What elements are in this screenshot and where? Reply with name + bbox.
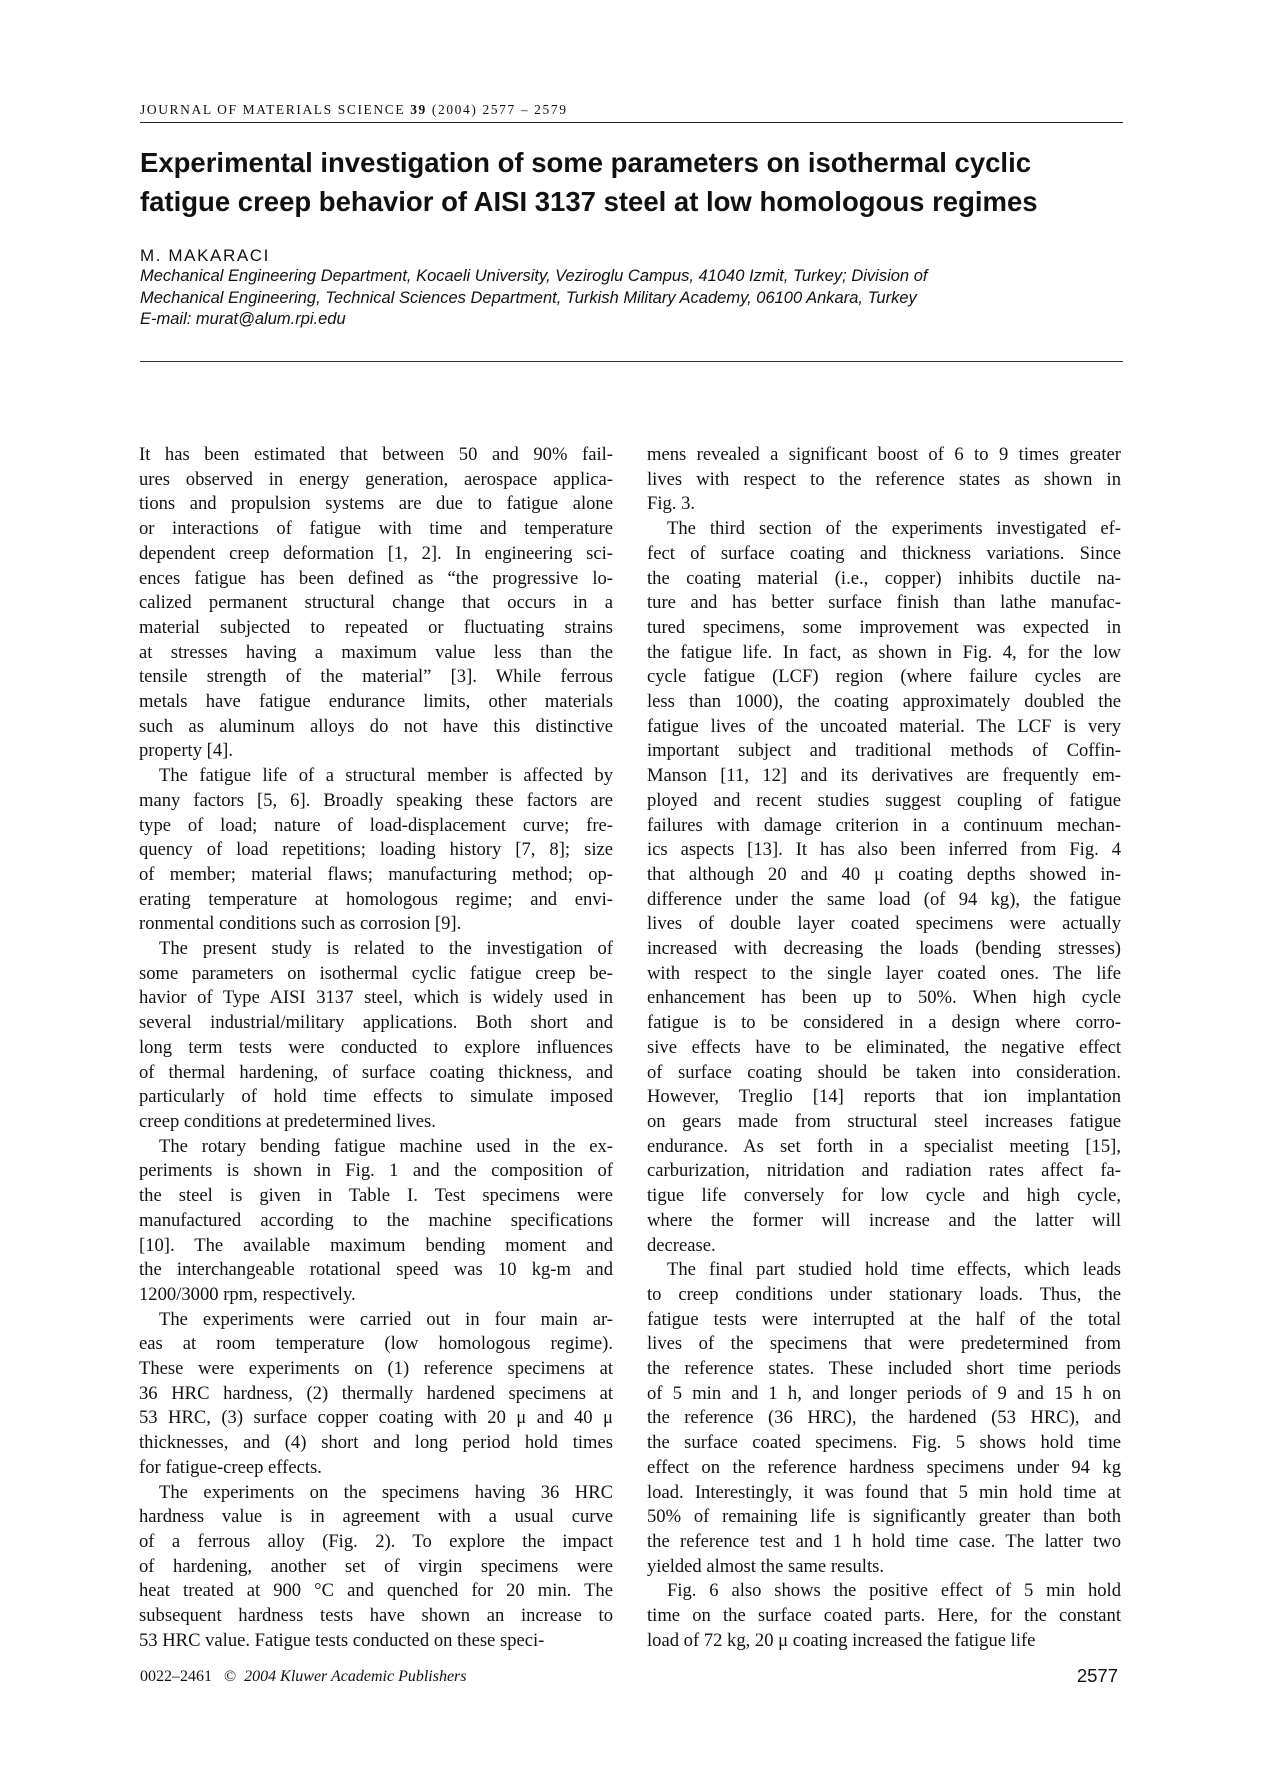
text-line: metals have fatigue endurance limits, other materials (139, 691, 613, 713)
text-line: of 5 min and 1 h, and longer periods of 9 and 15 h on (647, 1382, 1121, 1404)
text-line: yielded almost the same results. (647, 1555, 885, 1577)
text-line: quency of load repetitions; loading history [7, 8]; size (139, 839, 613, 861)
body-paragraph (139, 1481, 613, 1654)
body-paragraph (647, 517, 1121, 1258)
text-line: difference under the same load (of 94 kg), the fatigue (647, 888, 1121, 910)
body-paragraph (139, 764, 613, 937)
text-line: The present study is related to the investigation of (159, 938, 613, 960)
text-line: lives of the specimens that were predetermined from (647, 1333, 1121, 1355)
header-rule (140, 122, 1123, 123)
text-line: the steel is given in Table I. Test specimens were (139, 1185, 613, 1207)
text-line: The experiments were carried out in four main ar- (159, 1308, 613, 1330)
page-number: 2577 (1076, 1665, 1118, 1686)
text-line: the reference (36 HRC), the hardened (53 HRC), and (647, 1407, 1121, 1429)
text-line: to creep conditions under stationary loads. Thus, the (647, 1283, 1121, 1305)
text-line: subsequent hardness tests have shown an increase to (139, 1605, 613, 1627)
copyright-symbol: © (224, 1668, 237, 1685)
body-paragraph (647, 1579, 1121, 1653)
affiliation-line: Mechanical Engineering Department, Kocaeli University, Veziroglu Campus, 41040 Izmit, Turkey; Division of (140, 267, 928, 285)
text-line: The third section of the experiments investigated ef- (667, 518, 1121, 540)
text-line: property [4]. (139, 740, 233, 762)
text-line: some parameters on isothermal cyclic fatigue creep be- (139, 962, 613, 984)
text-line: lives of double layer coated specimens were actually (647, 913, 1121, 935)
text-line: 36 HRC hardness, (2) thermally hardened specimens at (139, 1382, 613, 1404)
text-line: manufactured according to the machine specifications (139, 1209, 613, 1231)
text-line: the surface coated specimens. Fig. 5 shows hold time (647, 1432, 1121, 1454)
journal-name: JOURNAL OF MATERIALS SCIENCE (140, 102, 406, 117)
text-line: mens revealed a significant boost of 6 to 9 times greater (647, 444, 1121, 465)
text-line: ture and has better surface finish than lathe manufac- (647, 592, 1121, 614)
text-line: dependent creep deformation [1, 2]. In engineering sci- (139, 542, 613, 564)
author-email: E-mail: murat@alum.rpi.edu (140, 310, 346, 328)
text-line: ployed and recent studies suggest coupling of fatigue (647, 789, 1121, 811)
text-line: increased with decreasing the loads (bending stresses) (647, 938, 1121, 960)
text-line: The final part studied hold time effects, which leads (667, 1259, 1121, 1281)
text-line: less than 1000), the coating approximately doubled the (647, 691, 1121, 713)
body-paragraph (139, 1135, 613, 1308)
text-line: 1200/3000 rpm, respectively. (139, 1283, 356, 1305)
text-line: particularly of hold time effects to simulate imposed (139, 1086, 613, 1108)
text-line: time on the surface coated parts. Here, for the constant (647, 1605, 1121, 1627)
text-line: of hardening, another set of virgin specimens were (139, 1555, 613, 1577)
text-line: with respect to the single layer coated ones. The life (647, 962, 1121, 984)
text-line: tensile strength of the material” [3]. While ferrous (139, 666, 613, 688)
text-line: cycle fatigue (LCF) region (where failure cycles are (647, 666, 1121, 688)
text-line: creep conditions at predetermined lives. (139, 1110, 436, 1132)
text-line: ics aspects [13]. It has also been inferred from Fig. 4 (647, 839, 1121, 861)
body-column-right (647, 443, 1121, 1653)
text-line: such as aluminum alloys do not have this distinctive (139, 715, 613, 737)
journal-volume: 39 (410, 102, 427, 117)
text-line: that although 20 and 40 μ coating depths showed in- (647, 863, 1121, 885)
text-line: for fatigue-creep effects. (139, 1456, 322, 1478)
body-paragraph (139, 1308, 613, 1481)
text-line: on gears made from structural steel increases fatigue (647, 1110, 1121, 1132)
text-line: important subject and traditional methods of Coffin- (647, 740, 1121, 762)
text-line: fect of surface coating and thickness variations. Since (647, 542, 1121, 564)
text-line: several industrial/military applications. Both short and (139, 1012, 613, 1034)
text-line: of member; material flaws; manufacturing method; op- (139, 863, 613, 885)
body-paragraph (139, 937, 613, 1135)
text-line: of surface coating should be taken into consideration. (647, 1061, 1121, 1083)
text-line: erating temperature at homologous regime; and envi- (139, 888, 613, 910)
text-line: tured specimens, some improvement was expected in (647, 616, 1121, 638)
body-column-left (139, 443, 613, 1653)
publisher: 2004 Kluwer Academic Publishers (244, 1668, 467, 1685)
author-affiliation (140, 266, 1130, 331)
text-line: at stresses having a maximum value less than the (139, 641, 613, 663)
text-line: ronmental conditions such as corrosion [9]. (139, 913, 462, 935)
body-paragraph (647, 1258, 1121, 1579)
journal-year-pages: (2004) 2577 – 2579 (431, 102, 568, 117)
text-line: fatigue lives of the uncoated material. The LCF is very (647, 715, 1121, 737)
running-head (140, 102, 1120, 118)
text-line: ures observed in energy generation, aerospace applica- (139, 468, 613, 490)
text-line: the reference states. These included short time periods (647, 1358, 1121, 1380)
text-line: failures with damage criterion in a continuum mechan- (647, 814, 1121, 836)
text-line: of a ferrous alloy (Fig. 2). To explore the impact (139, 1530, 613, 1552)
affiliation-line: Mechanical Engineering, Technical Sciences Department, Turkish Military Academy, 06100 Ankara, Turkey (140, 288, 917, 307)
article-title (140, 143, 1120, 221)
text-line: calized permanent structural change that occurs in a (139, 592, 613, 614)
body-paragraph (647, 443, 1121, 517)
text-line: the coating material (i.e., copper) inhibits ductile na- (647, 567, 1121, 589)
text-line: enhancement has been up to 50%. When high cycle (647, 987, 1121, 1009)
text-line: Manson [11, 12] and its derivatives are frequently em- (647, 765, 1121, 787)
text-line: load. Interestingly, it was found that 5 min hold time at (647, 1481, 1121, 1503)
text-line: Fig. 6 also shows the positive effect of 5 min hold (667, 1580, 1121, 1602)
text-line: fatigue tests were interrupted at the half of the total (647, 1308, 1121, 1330)
text-line: type of load; nature of load-displacement curve; fre- (139, 814, 613, 836)
text-line: where the former will increase and the latter will (647, 1209, 1121, 1231)
title-line: fatigue creep behavior of AISI 3137 steel at low homologous regimes (140, 186, 1038, 217)
text-line: However, Treglio [14] reports that ion implantation (647, 1086, 1121, 1108)
text-line: tigue life conversely for low cycle and high cycle, (647, 1185, 1121, 1207)
text-line: effect on the reference hardness specimens under 94 kg (647, 1456, 1121, 1478)
text-line: the interchangeable rotational speed was 10 kg-m and (139, 1259, 613, 1281)
author-name: M. MAKARACI (140, 246, 271, 265)
text-line: Fig. 3. (647, 493, 696, 515)
text-line: The fatigue life of a structural member is affected by (159, 765, 613, 787)
text-line: 50% of remaining life is significantly greater than both (647, 1506, 1121, 1528)
text-line: eas at room temperature (low homologous regime). (139, 1333, 613, 1355)
body-paragraph (139, 443, 613, 764)
text-line: havior of Type AISI 3137 steel, which is widely used in (139, 987, 613, 1009)
text-line: the reference test and 1 h hold time case. The latter two (647, 1530, 1121, 1552)
issn: 0022–2461 (140, 1668, 212, 1685)
text-line: It has been estimated that between 50 and 90% fail- (139, 444, 613, 465)
text-line: 53 HRC, (3) surface copper coating with 20 μ and 40 μ (139, 1407, 613, 1429)
text-line: endurance. As set forth in a specialist meeting [15], (647, 1135, 1121, 1157)
text-line: many factors [5, 6]. Broadly speaking these factors are (139, 789, 613, 811)
text-line: sive effects have to be eliminated, the negative effect (647, 1036, 1121, 1058)
text-line: periments is shown in Fig. 1 and the composition of (139, 1160, 613, 1182)
text-line: decrease. (647, 1234, 716, 1256)
text-line: the fatigue life. In fact, as shown in Fig. 4, for the low (647, 641, 1121, 663)
abstract-rule (140, 361, 1123, 362)
text-line: tions and propulsion systems are due to fatigue alone (139, 493, 613, 515)
text-line: hardness value is in agreement with a usual curve (139, 1506, 613, 1528)
text-line: thicknesses, and (4) short and long period hold times (139, 1432, 613, 1454)
text-line: material subjected to repeated or fluctuating strains (139, 616, 613, 638)
text-line: heat treated at 900 °C and quenched for 20 min. The (139, 1580, 613, 1602)
text-line: or interactions of fatigue with time and temperature (139, 518, 613, 540)
title-line: Experimental investigation of some parameters on isothermal cyclic (140, 147, 1031, 178)
text-line: [10]. The available maximum bending moment and (139, 1234, 613, 1256)
text-line: load of 72 kg, 20 μ coating increased the fatigue life (647, 1629, 1036, 1651)
text-line: 53 HRC value. Fatigue tests conducted on these speci- (139, 1629, 545, 1651)
text-line: The experiments on the specimens having 36 HRC (159, 1481, 613, 1503)
text-line: These were experiments on (1) reference specimens at (139, 1358, 613, 1380)
text-line: long term tests were conducted to explore influences (139, 1036, 613, 1058)
text-line: carburization, nitridation and radiation rates affect fa- (647, 1160, 1121, 1182)
text-line: lives with respect to the reference states as shown in (647, 468, 1121, 490)
text-line: fatigue is to be considered in a design where corro- (647, 1012, 1121, 1034)
page-footer-copyright (140, 1668, 467, 1686)
text-line: ences fatigue has been defined as “the progressive lo- (139, 567, 613, 589)
text-line: The rotary bending fatigue machine used in the ex- (159, 1135, 613, 1157)
text-line: of thermal hardening, of surface coating thickness, and (139, 1061, 613, 1083)
